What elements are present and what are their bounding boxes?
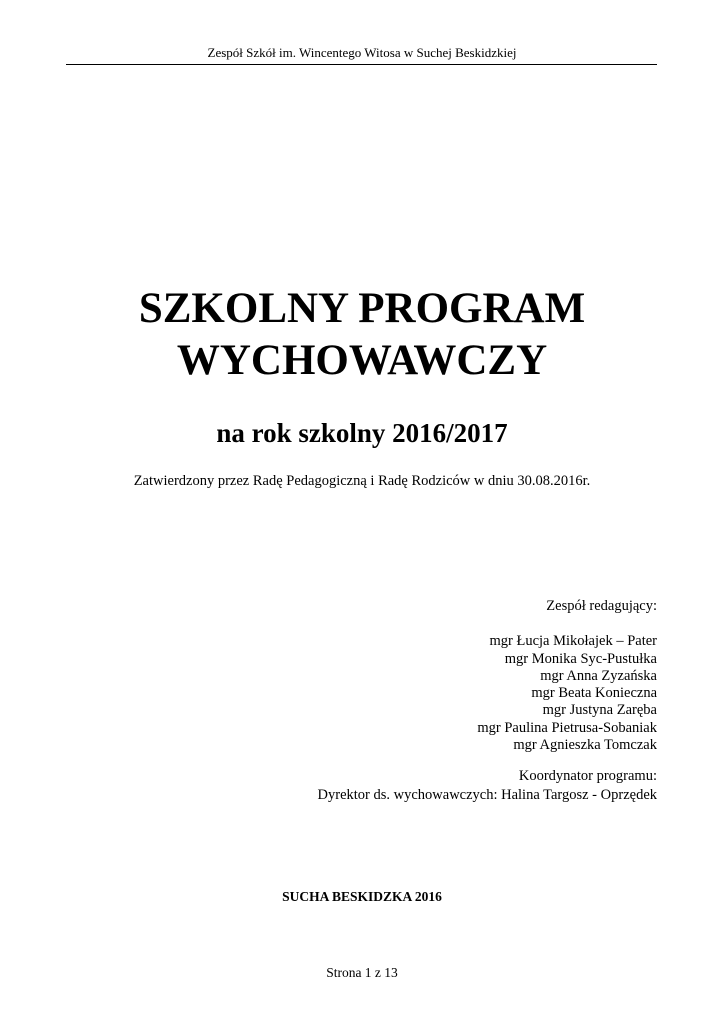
editorial-team-list <box>237 633 657 754</box>
document-title <box>0 283 724 387</box>
approval-note: Zatwierdzony przez Radę Pedagogiczną i Radę Rodziców w dniu 30.08.2016r. <box>133 473 591 489</box>
page-header: Zespół Szkół im. Wincentego Witosa w Suchej Beskidzkiej <box>207 45 517 60</box>
title-line-2: WYCHOWAWCZY <box>176 337 548 384</box>
team-member: mgr Anna Zyzańska <box>540 667 657 684</box>
page-number: Strona 1 z 13 <box>326 965 398 980</box>
coordinator-heading: Koordynator programu: <box>518 768 657 784</box>
team-member: mgr Paulina Pietrusa-Sobaniak <box>477 719 657 736</box>
team-member: mgr Justyna Zaręba <box>542 702 657 719</box>
team-member: mgr Monika Syc-Pustułka <box>504 650 657 667</box>
editorial-team-heading: Zespół redagujący: <box>546 598 657 614</box>
program-coordinator <box>237 767 657 805</box>
document-subtitle: na rok szkolny 2016/2017 <box>216 418 508 448</box>
editorial-team <box>237 598 657 754</box>
team-member: mgr Agnieszka Tomczak <box>513 737 657 754</box>
place-and-year: SUCHA BESKIDZKA 2016 <box>282 889 442 904</box>
header-divider <box>66 64 657 65</box>
coordinator-name: Dyrektor ds. wychowawczych: Halina Targosz - Oprzędek <box>317 787 657 803</box>
team-member: mgr Łucja Mikołajek – Pater <box>489 633 657 650</box>
team-member: mgr Beata Konieczna <box>531 685 657 702</box>
title-line-1: SZKOLNY PROGRAM <box>138 285 586 332</box>
